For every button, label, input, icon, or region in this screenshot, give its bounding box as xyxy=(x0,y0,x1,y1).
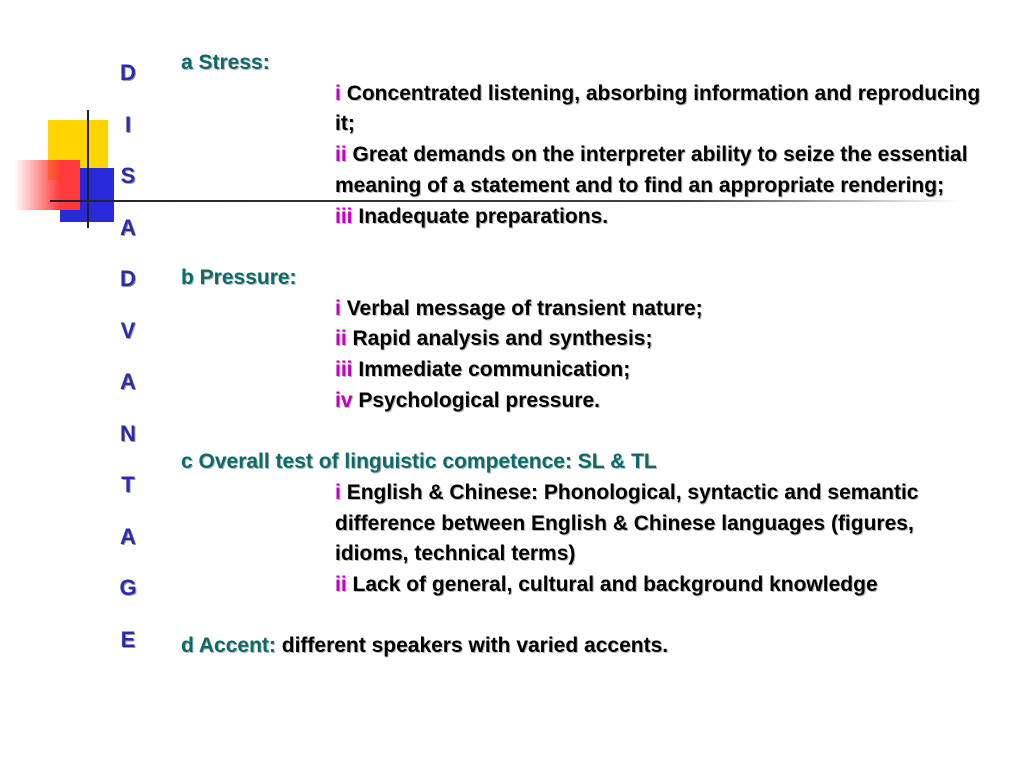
vertical-title-letter: S xyxy=(120,163,136,188)
vertical-title-letter: G xyxy=(119,575,137,600)
vertical-title-letter: D xyxy=(120,266,136,291)
item-text: Great demands on the interpreter ability to seize the essential meaning of a statement and to find an appropriate rendering; xyxy=(335,143,968,197)
item-number: iv xyxy=(335,388,353,412)
section-heading: c Overall test of linguistic competence: SL & TL xyxy=(181,450,657,474)
item-list xyxy=(181,79,981,233)
item-text: Verbal message of transient nature; xyxy=(346,296,703,320)
list-item xyxy=(335,324,981,355)
vertical-title xyxy=(112,58,144,676)
item-list xyxy=(181,478,981,601)
item-text: Rapid analysis and synthesis; xyxy=(352,327,653,351)
vertical-title-letter: A xyxy=(120,523,136,549)
vertical-title-letter: E xyxy=(120,626,136,652)
item-number: i xyxy=(335,81,341,105)
section-heading: d Accent: xyxy=(181,634,276,658)
item-list xyxy=(181,294,981,417)
vertical-title-letter: I xyxy=(124,111,132,137)
section-body: different speakers with varied accents. xyxy=(281,634,669,658)
vertical-title-letter: D xyxy=(120,60,136,85)
slide-content xyxy=(181,48,981,662)
list-item xyxy=(335,294,981,325)
section-stress xyxy=(181,48,981,232)
vertical-title-letter: T xyxy=(121,472,135,497)
section-heading: a Stress: xyxy=(181,51,270,74)
section-accent xyxy=(181,631,981,662)
item-text: Inadequate preparations. xyxy=(358,204,609,228)
item-text: English & Chinese: Phonological, syntactic and semantic difference between English & Chinese languages (figures, idioms, technical terms) xyxy=(335,480,919,566)
item-number: ii xyxy=(335,572,347,596)
item-number: ii xyxy=(335,327,347,351)
section-overall-test xyxy=(181,447,981,601)
list-item xyxy=(335,355,981,386)
section-heading: b Pressure: xyxy=(181,265,297,289)
vertical-title-letter: A xyxy=(120,369,136,394)
decor-red-square xyxy=(14,160,80,210)
item-text: Immediate communication; xyxy=(358,358,631,382)
item-text: Psychological pressure. xyxy=(358,388,600,412)
list-item xyxy=(335,140,981,201)
item-number: i xyxy=(335,296,341,320)
item-number: iii xyxy=(335,358,353,382)
item-number: ii xyxy=(335,143,347,167)
item-text: Lack of general, cultural and background knowledge xyxy=(352,572,878,596)
list-item xyxy=(335,202,981,233)
item-number: i xyxy=(335,480,341,504)
item-text: Concentrated listening, absorbing information and reproducing it; xyxy=(335,81,981,136)
list-item xyxy=(335,478,981,570)
item-number: iii xyxy=(335,204,353,228)
decor-vertical-line xyxy=(87,110,89,228)
vertical-title-letter: N xyxy=(120,420,136,446)
list-item xyxy=(335,79,981,140)
vertical-title-letter: V xyxy=(120,317,136,343)
section-pressure xyxy=(181,263,981,417)
list-item xyxy=(335,570,981,601)
vertical-title-letter: A xyxy=(120,214,136,240)
list-item xyxy=(335,386,981,417)
